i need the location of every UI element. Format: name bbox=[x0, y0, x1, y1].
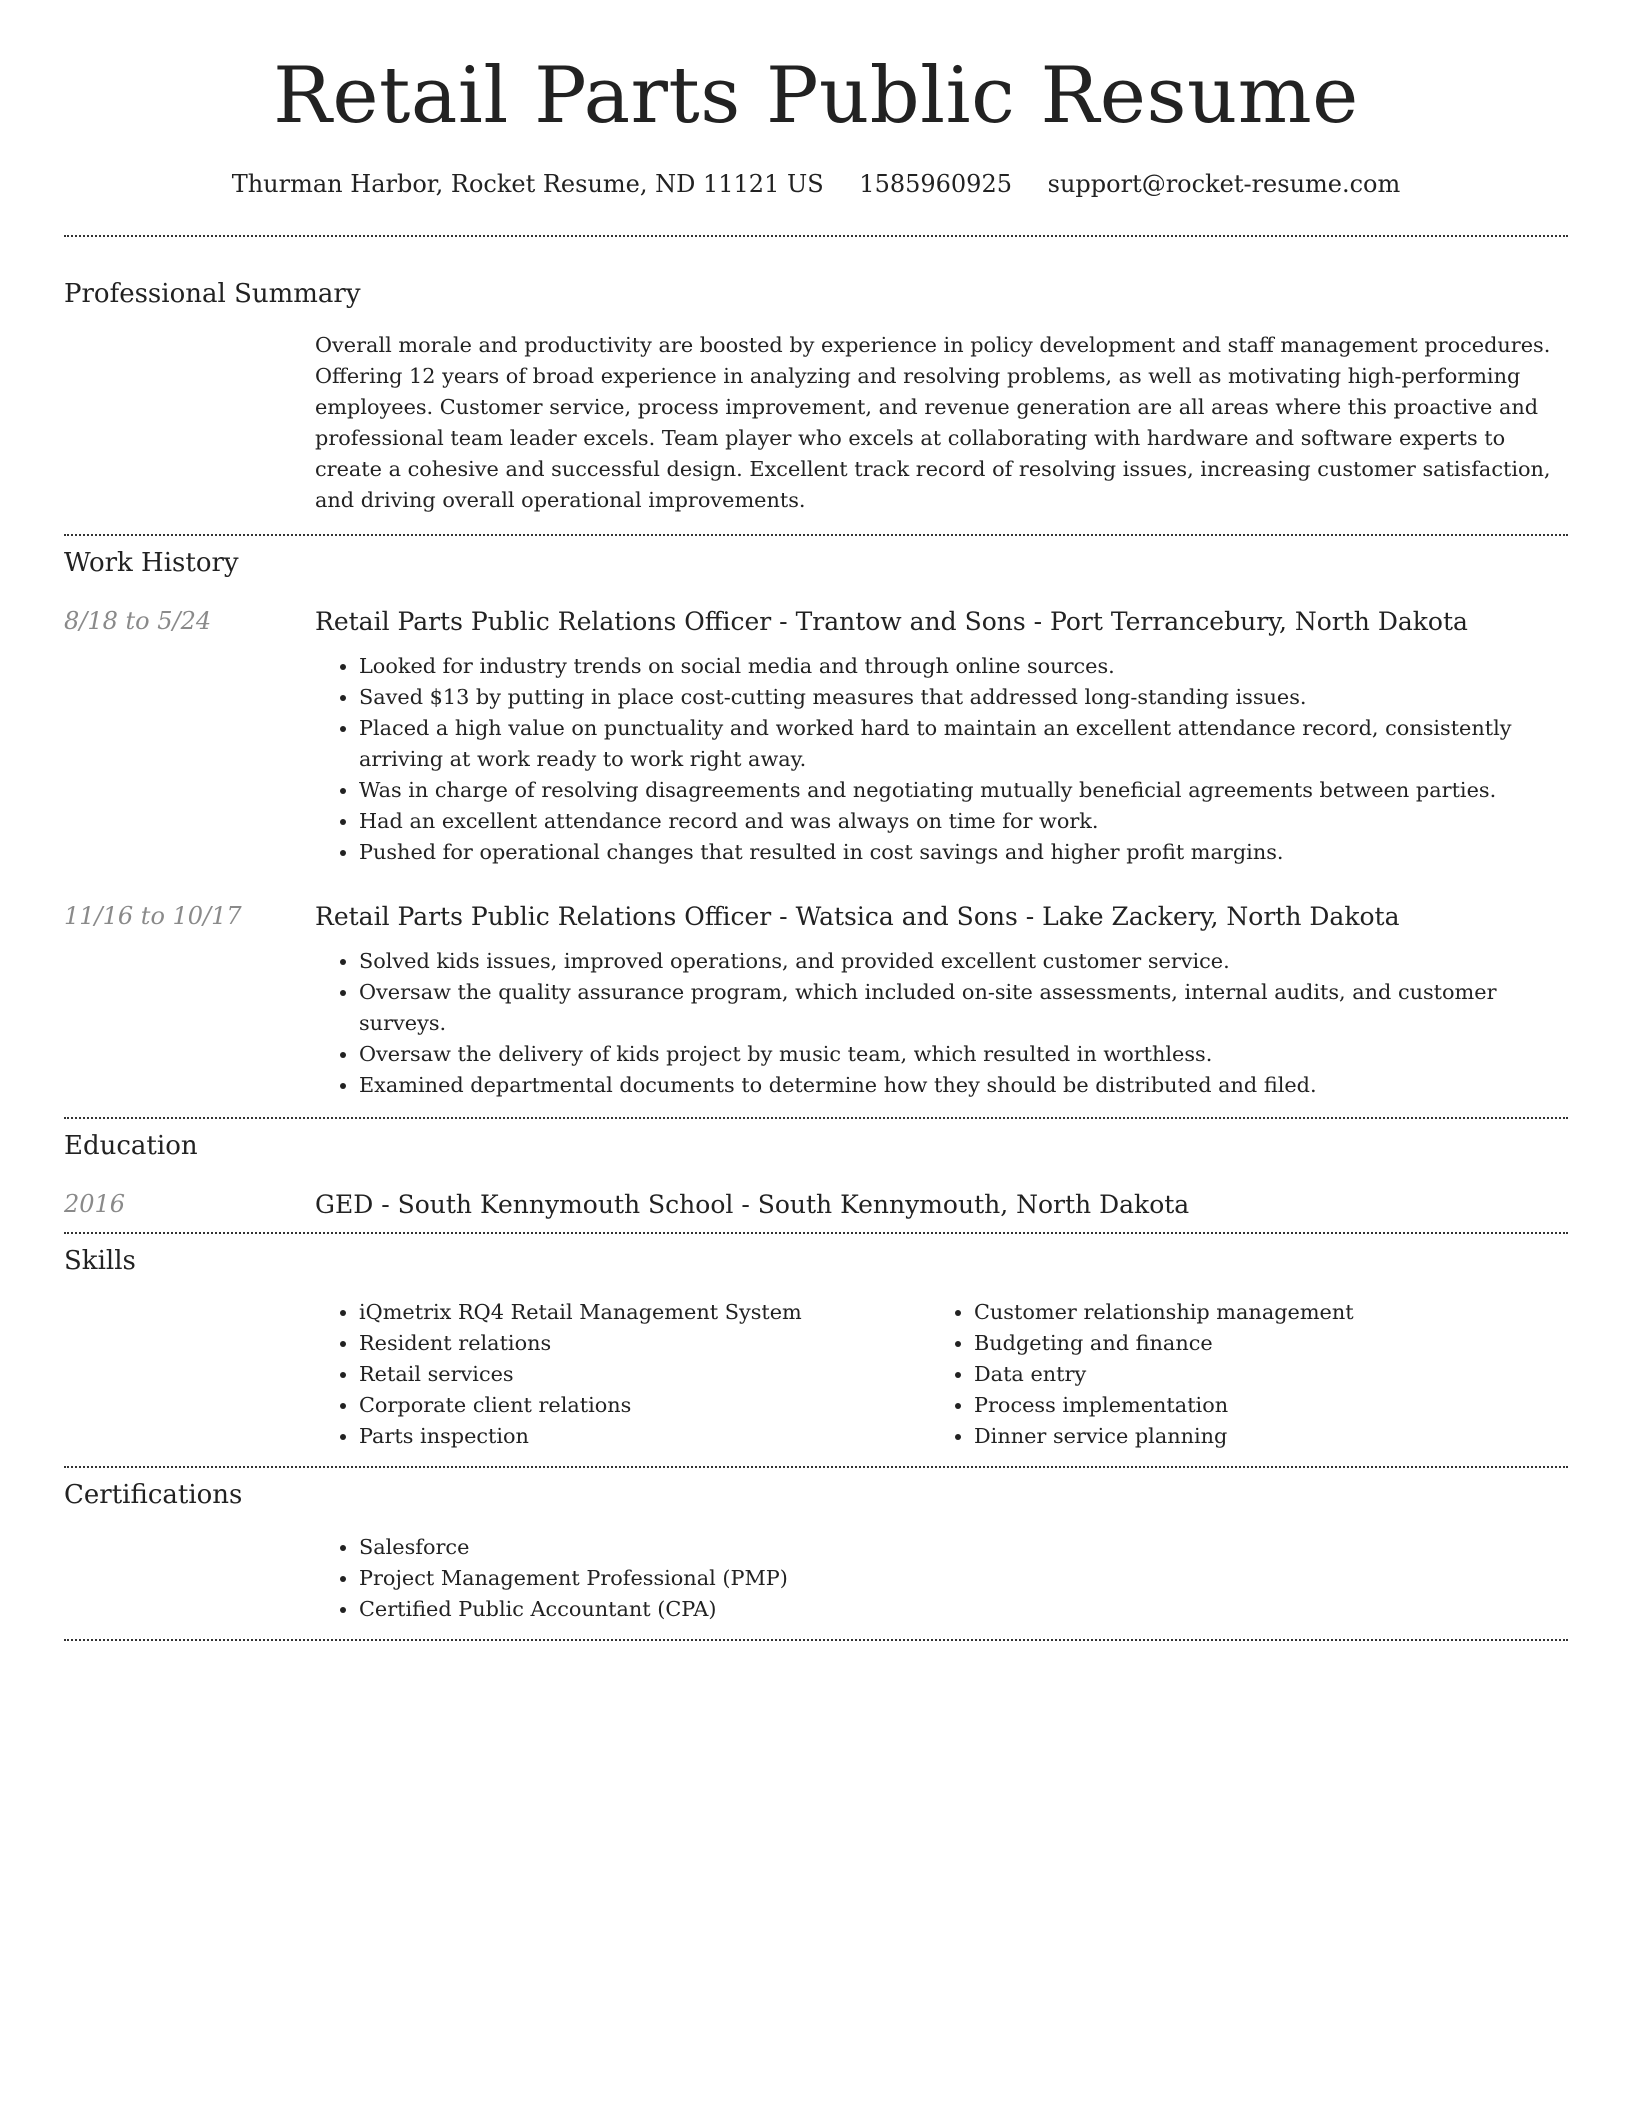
list-item: • Looked for industry trends on social media and through online sources. bbox=[359, 651, 1568, 682]
education-entry bbox=[64, 1190, 1568, 1232]
job-dates: 11/16 to 10/17 bbox=[64, 902, 242, 931]
list-item: • Saved $13 by putting in place cost-cutting measures that addressed long-standing issues. bbox=[359, 682, 1568, 713]
list-item: • Budgeting and finance bbox=[974, 1328, 1545, 1359]
list-item: • Solved kids issues, improved operations, and provided excellent customer service. bbox=[359, 946, 1568, 977]
list-item: • Corporate client relations bbox=[359, 1390, 930, 1421]
summary-heading: Professional Summary bbox=[64, 278, 361, 309]
education-body bbox=[315, 1190, 1568, 1220]
list-item: • Retail services bbox=[359, 1359, 930, 1390]
list-item: • Oversaw the delivery of kids project by music team, which resulted in worthless. bbox=[359, 1039, 1568, 1070]
job-body bbox=[315, 607, 1568, 868]
work-history-section bbox=[64, 536, 1568, 1117]
job-title: Retail Parts Public Relations Officer - Watsica and Sons - Lake Zackery, North Dakota bbox=[315, 902, 1400, 932]
skills-list-right bbox=[930, 1297, 1545, 1452]
job-title: Retail Parts Public Relations Officer - Trantow and Sons - Port Terrancebury, North Dakota bbox=[315, 607, 1468, 637]
certifications-list bbox=[315, 1532, 1568, 1639]
resume-title: Retail Parts Public Resume bbox=[273, 51, 1359, 141]
education-detail: GED - South Kennymouth School - South Kennymouth, North Dakota bbox=[315, 1190, 1190, 1220]
list-item: • iQmetrix RQ4 Retail Management System bbox=[359, 1297, 930, 1328]
job-entry bbox=[64, 902, 1568, 1117]
contact-email: support@rocket-resume.com bbox=[1047, 169, 1401, 198]
job-bullets bbox=[315, 651, 1568, 868]
summary-section bbox=[64, 237, 1568, 534]
list-item: • Customer relationship management bbox=[974, 1297, 1545, 1328]
education-heading: Education bbox=[64, 1131, 198, 1162]
job-dates: 8/18 to 5/24 bbox=[64, 607, 212, 636]
education-year: 2016 bbox=[64, 1190, 126, 1219]
education-section bbox=[64, 1119, 1568, 1232]
job-bullets bbox=[315, 946, 1568, 1101]
certifications-heading: Certifications bbox=[64, 1480, 243, 1511]
list-item: • Data entry bbox=[974, 1359, 1545, 1390]
list-item: • Process implementation bbox=[974, 1390, 1545, 1421]
contact-address: Thurman Harbor, Rocket Resume, ND 11121 US bbox=[231, 169, 824, 198]
skills-grid bbox=[315, 1297, 1568, 1466]
certifications-items bbox=[315, 1532, 1568, 1625]
list-item: • Certified Public Accountant (CPA) bbox=[359, 1594, 1568, 1625]
list-item: • Parts inspection bbox=[359, 1421, 930, 1452]
list-item: • Had an excellent attendance record and was always on time for work. bbox=[359, 806, 1568, 837]
list-item: • Resident relations bbox=[359, 1328, 930, 1359]
job-entry bbox=[64, 607, 1568, 868]
list-item: • Dinner service planning bbox=[974, 1421, 1545, 1452]
skills-heading: Skills bbox=[64, 1246, 136, 1277]
skills-list-left bbox=[315, 1297, 930, 1452]
contact-phone: 1585960925 bbox=[859, 169, 1012, 198]
list-item: • Examined departmental documents to determine how they should be distributed and filed. bbox=[359, 1070, 1568, 1101]
skills-section bbox=[64, 1234, 1568, 1466]
list-item: • Placed a high value on punctuality and worked hard to maintain an excellent attendance record, consistently arriving at work ready to work right away. bbox=[359, 713, 1568, 775]
job-body bbox=[315, 902, 1568, 1101]
list-item: • Was in charge of resolving disagreements and negotiating mutually beneficial agreements between parties. bbox=[359, 775, 1568, 806]
contact-line bbox=[64, 170, 1568, 199]
certifications-section bbox=[64, 1468, 1568, 1638]
list-item: • Project Management Professional (PMP) bbox=[359, 1563, 1568, 1594]
list-item: • Salesforce bbox=[359, 1532, 1568, 1563]
summary-text: Overall morale and productivity are boosted by experience in policy development and staff management procedures. Offering 12 years of broad experience in analyzing and resolving problems, as well as motivating high-performing employees. Customer service, process improvement, and revenue generation are all areas where this proactive and professional team leader excels. Team player who excels at collaborating with hardware and software experts to create a cohesive and successful design. Excellent track record of resolving issues, increasing customer satisfaction, and driving overall operational improvements. bbox=[315, 332, 1551, 512]
work-history-heading: Work History bbox=[64, 547, 239, 578]
list-item: • Oversaw the quality assurance program, which included on-site assessments, internal audits, and customer surveys. bbox=[359, 977, 1568, 1039]
list-item: • Pushed for operational changes that resulted in cost savings and higher profit margins. bbox=[359, 837, 1568, 868]
divider bbox=[64, 1639, 1568, 1641]
